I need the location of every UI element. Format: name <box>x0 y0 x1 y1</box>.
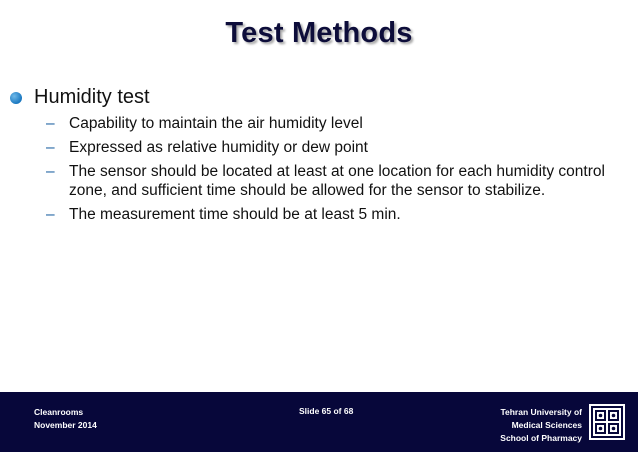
sub-bullet-text: Expressed as relative humidity or dew point <box>69 139 368 156</box>
sub-bullet-item <box>46 114 616 133</box>
footer-university-line1: Tehran University of <box>500 407 582 417</box>
slide-title: Test Methods <box>225 17 413 49</box>
dash-icon: – <box>46 163 55 180</box>
main-bullet <box>10 86 150 109</box>
sub-bullet-text: Capability to maintain the air humidity level <box>69 115 363 132</box>
sub-bullet-list <box>46 114 616 229</box>
footer-course: Cleanrooms <box>34 407 84 417</box>
dash-icon: – <box>46 139 55 156</box>
sub-bullet-text: The measurement time should be at least 5 min. <box>69 206 401 223</box>
sub-bullet-text: The sensor should be located at least at one location for each humidity control zone, and sufficient time should be allowed for the sensor to stabilize. <box>69 163 605 199</box>
dash-icon: – <box>46 115 55 132</box>
footer-left <box>34 406 97 432</box>
sub-bullet-item <box>46 162 616 200</box>
footer-school: School of Pharmacy <box>500 433 582 443</box>
slide-number: Slide 65 of 68 <box>299 406 354 416</box>
footer-date: November 2014 <box>34 420 97 430</box>
footer-bar <box>0 392 638 452</box>
footer-right <box>500 406 582 445</box>
dash-icon: – <box>46 206 55 223</box>
bullet-dot-icon <box>10 92 22 104</box>
main-bullet-text: Humidity test <box>34 86 150 108</box>
sub-bullet-item <box>46 205 616 224</box>
sub-bullet-item <box>46 138 616 157</box>
footer-university-line2: Medical Sciences <box>511 420 582 430</box>
university-logo-icon <box>589 404 625 440</box>
